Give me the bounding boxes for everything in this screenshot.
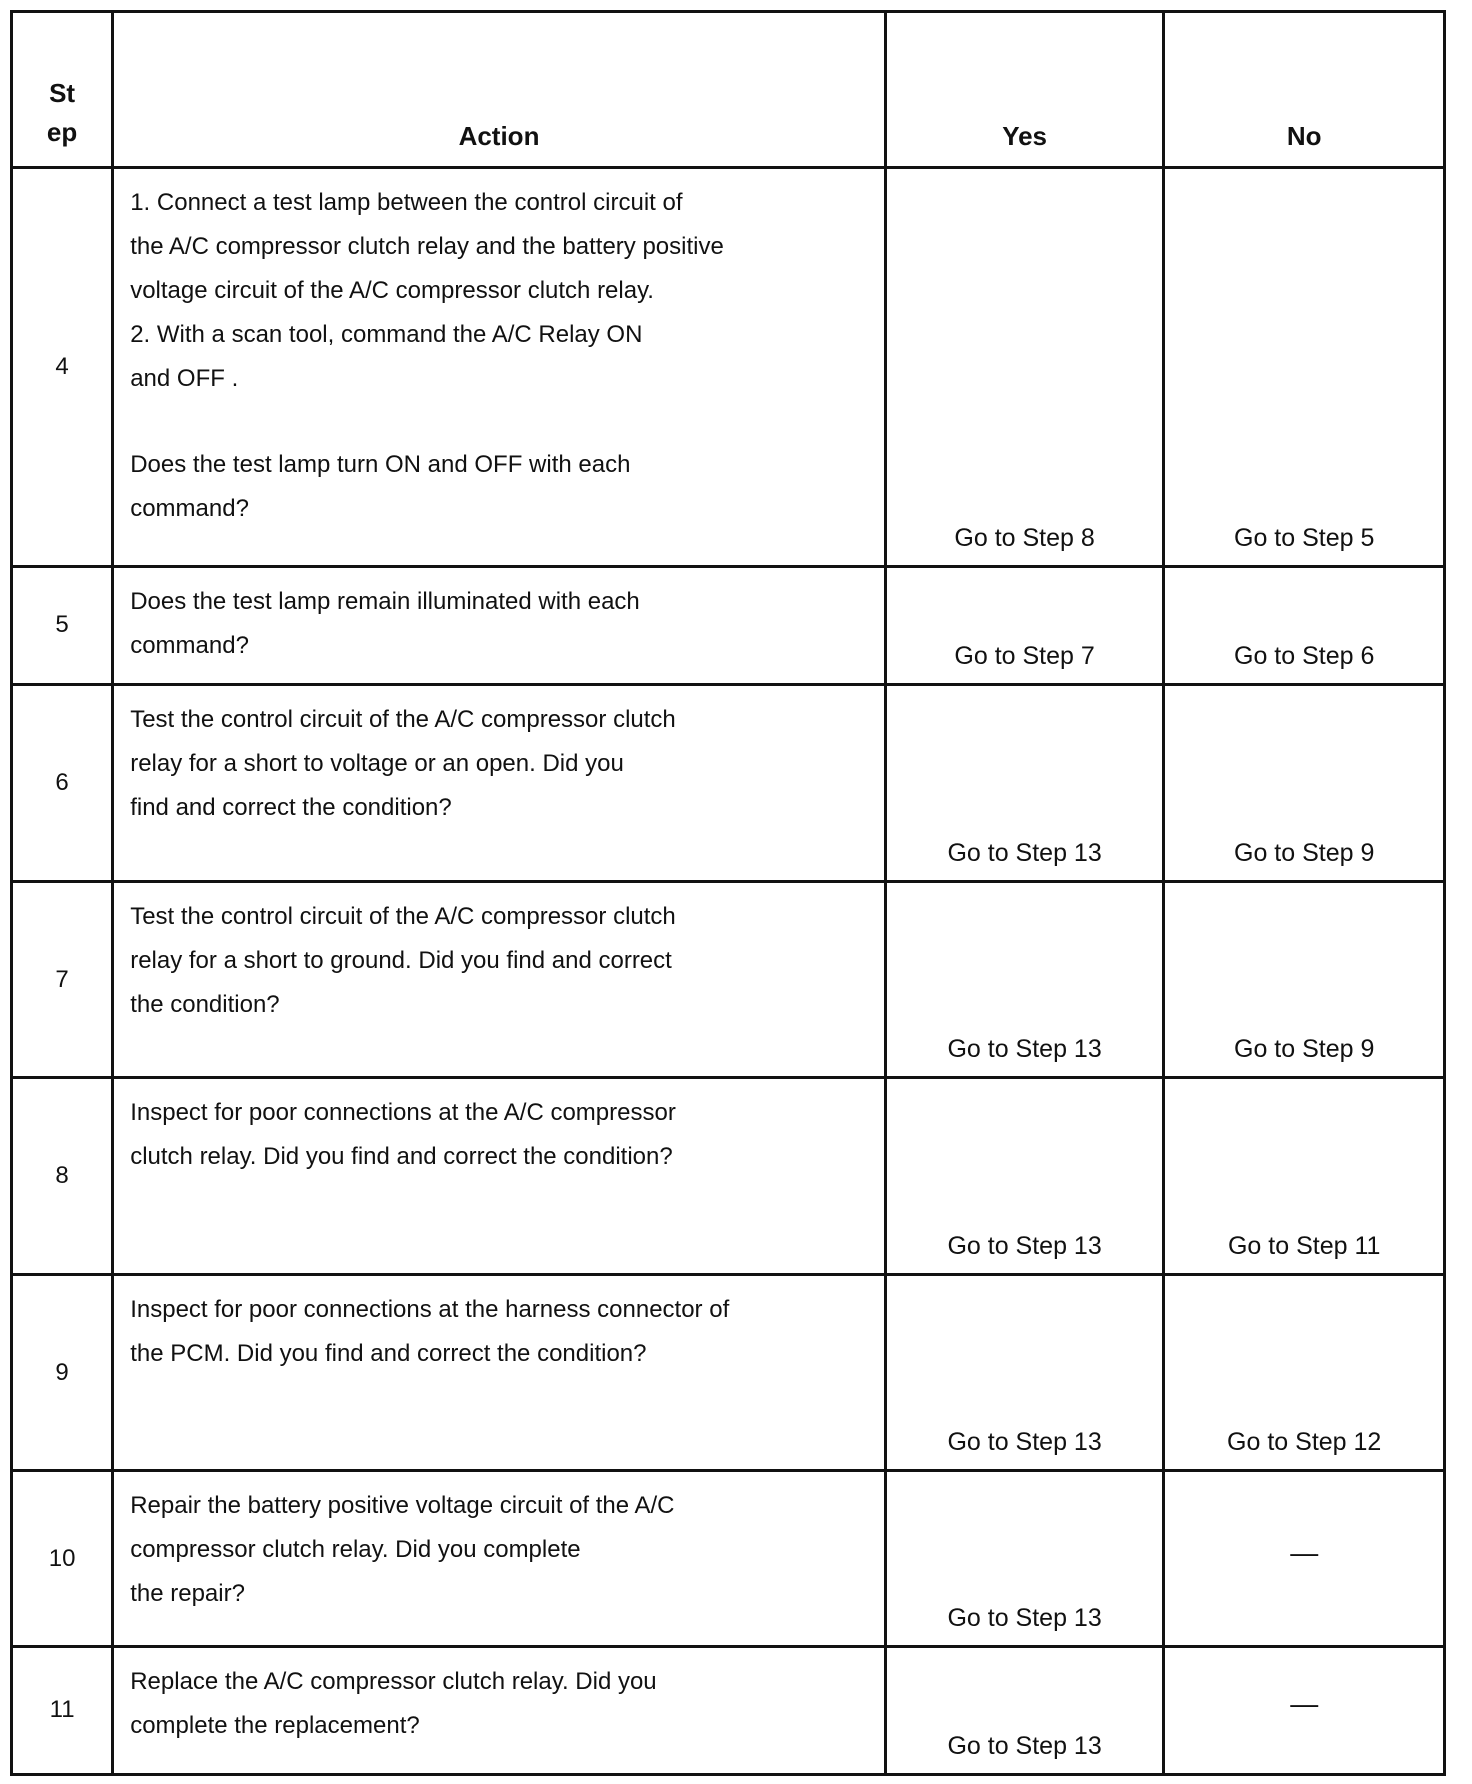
- header-row: [12, 12, 1445, 168]
- action-cell: [113, 1078, 886, 1275]
- no-cell: Go to Step 5: [1164, 167, 1445, 566]
- action-cell: [113, 1274, 886, 1471]
- table-row: [12, 685, 1445, 882]
- action-cell: [113, 881, 886, 1078]
- header-step: Step: [12, 12, 113, 168]
- table-row: [12, 1471, 1445, 1646]
- yes-cell: Go to Step 13: [885, 1274, 1164, 1471]
- no-cell: Go to Step 9: [1164, 685, 1445, 882]
- yes-cell: Go to Step 13: [885, 1646, 1164, 1774]
- yes-cell: Go to Step 13: [885, 1078, 1164, 1275]
- action-text: Repair the battery positive voltage circuit of the A/C compressor clutch relay. Did you complete the repair?: [130, 1492, 675, 1608]
- diagnostic-table: [10, 10, 1446, 1776]
- action-instructions: 1. Connect a test lamp between the control circuit of the A/C compressor clutch relay and the battery positive voltage circuit of the A/C compressor clutch relay. 2. With a scan tool, command the A/C Relay ON and OFF .: [130, 188, 724, 392]
- action-text: Test the control circuit of the A/C compressor clutch relay for a short to ground. Did you find and correct the condition?: [130, 902, 676, 1018]
- table-row: [12, 167, 1445, 566]
- no-cell: —: [1164, 1471, 1445, 1646]
- yes-cell: Go to Step 13: [885, 1471, 1164, 1646]
- no-cell: Go to Step 6: [1164, 566, 1445, 685]
- step-number: 11: [12, 1646, 113, 1774]
- no-cell: Go to Step 9: [1164, 881, 1445, 1078]
- action-cell: [113, 167, 886, 566]
- header-action: Action: [113, 12, 886, 168]
- action-text: Inspect for poor connections at the harness connector of the PCM. Did you find and correct the condition?: [130, 1295, 730, 1367]
- step-number: 9: [12, 1274, 113, 1471]
- no-cell: Go to Step 12: [1164, 1274, 1445, 1471]
- step-number: 10: [12, 1471, 113, 1646]
- action-cell: [113, 685, 886, 882]
- yes-cell: Go to Step 7: [885, 566, 1164, 685]
- action-text: Inspect for poor connections at the A/C compressor clutch relay. Did you find and correct the condition?: [130, 1099, 676, 1171]
- step-number: 6: [12, 685, 113, 882]
- action-text: Test the control circuit of the A/C compressor clutch relay for a short to voltage or an open. Did you find and correct the condition?: [130, 706, 676, 822]
- action-text: Replace the A/C compressor clutch relay. Did you complete the replacement?: [130, 1667, 657, 1739]
- step-number: 5: [12, 566, 113, 685]
- no-cell: Go to Step 11: [1164, 1078, 1445, 1275]
- action-cell: [113, 1471, 886, 1646]
- step-number: 7: [12, 881, 113, 1078]
- yes-cell: Go to Step 13: [885, 685, 1164, 882]
- header-yes: Yes: [885, 12, 1164, 168]
- yes-cell: Go to Step 13: [885, 881, 1164, 1078]
- table-row: [12, 1078, 1445, 1275]
- table-row: [12, 1274, 1445, 1471]
- action-cell: [113, 566, 886, 685]
- yes-cell: Go to Step 8: [885, 167, 1164, 566]
- table-row: [12, 566, 1445, 685]
- no-cell: —: [1164, 1646, 1445, 1774]
- action-question: Does the test lamp turn ON and OFF with each command?: [130, 450, 631, 522]
- step-number: 8: [12, 1078, 113, 1275]
- action-text: Does the test lamp remain illuminated with each command?: [130, 587, 640, 659]
- table-row: [12, 1646, 1445, 1774]
- header-no: No: [1164, 12, 1445, 168]
- action-cell: [113, 1646, 886, 1774]
- step-number: 4: [12, 167, 113, 566]
- table-row: [12, 881, 1445, 1078]
